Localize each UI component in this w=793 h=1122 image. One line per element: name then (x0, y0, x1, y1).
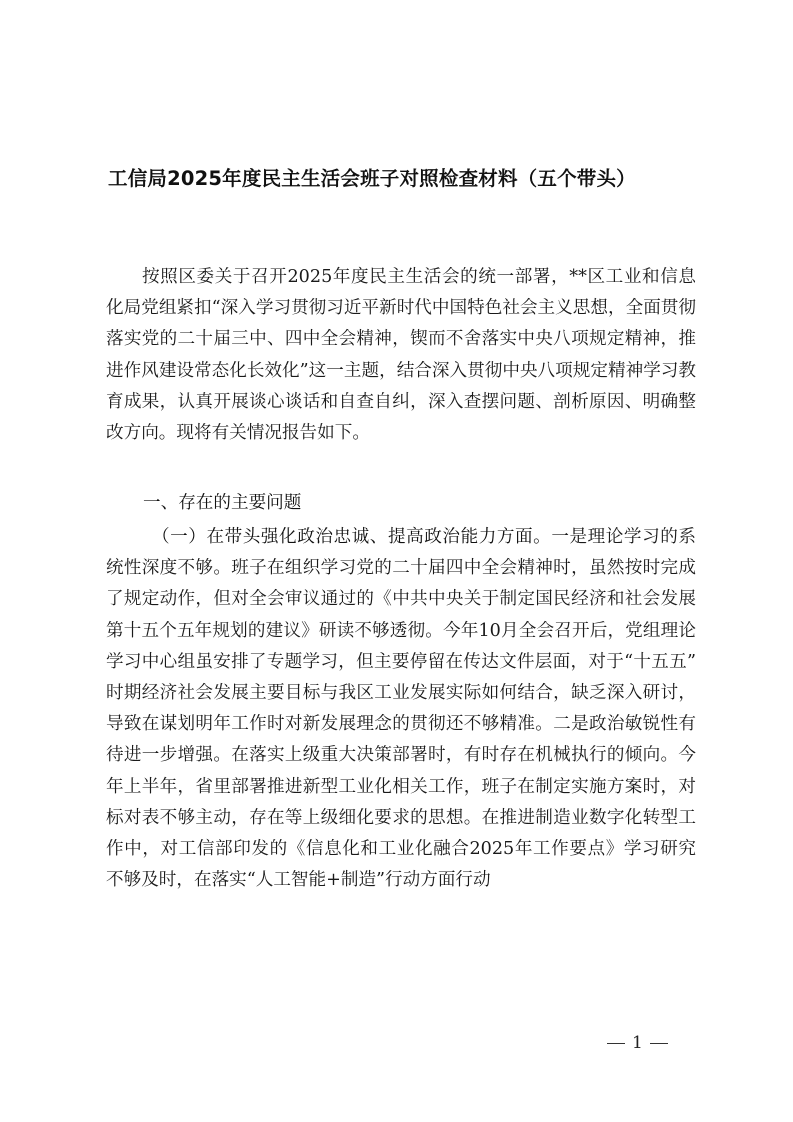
page-number (600, 1031, 675, 1055)
paragraph-body: 一是理论学习的系统性深度不够。班子在组织学习党的二十届四中全会精神时，虽然按时完成了规定动作，但对全会审议通过的《中共中央关于制定国民经济和社会发展第十五个五年规划的建议》研读不够透彻。今年10月全会召开后，党组理论学习中心组虽安排了专题学习，但主要停留在传达文件层面，对于“十五五”时期经济社会发展主要目标与我区工业发展实际如何结合，缺乏深入研讨，导致在谋划明年工作时对新发展理念的贯彻还不够精准。二是政治敏锐性有待进一步增强。在落实上级重大决策部署时，有时存在机械执行的倾向。今年上半年，省里部署推进新型工业化相关工作，班子在制定实施方案时，对标对表不够主动，存在等上级细化要求的思想。在推进制造业数字化转型工作中，对工信部印发的《信息化和工业化融合2025年工作要点》学习研究不够及时，在落实“人工智能+制造”行动方面行动 (106, 527, 696, 891)
document-title: 工信局2025年度民主生活会班子对照检查材料（五个带头） (108, 167, 636, 190)
section-heading: 一、存在的主要问题 (143, 493, 302, 513)
dash-left (607, 1043, 625, 1044)
problem-paragraph-1 (106, 522, 696, 896)
dash-right (650, 1043, 668, 1044)
intro-paragraph: 按照区委关于召开2025年度民主生活会的统一部署，**区工业和信息化局党组紧扣“深入学习贯彻习近平新时代中国特色社会主义思想，全面贯彻落实党的二十届三中、四中全会精神，锲而不舍落实中央八项规定精神，推进作风建设常态化长效化”这一主题，结合深入贯彻中央八项规定精神学习教育成果，认真开展谈心谈话和自查自纠，深入查摆问题、剖析原因、明确整改方向。现将有关情况报告如下。 (106, 267, 696, 444)
page-number-value: 1 (632, 1033, 643, 1053)
paragraph-lead: （一）在带头强化政治忠诚、提高政治能力方面。 (152, 527, 552, 547)
